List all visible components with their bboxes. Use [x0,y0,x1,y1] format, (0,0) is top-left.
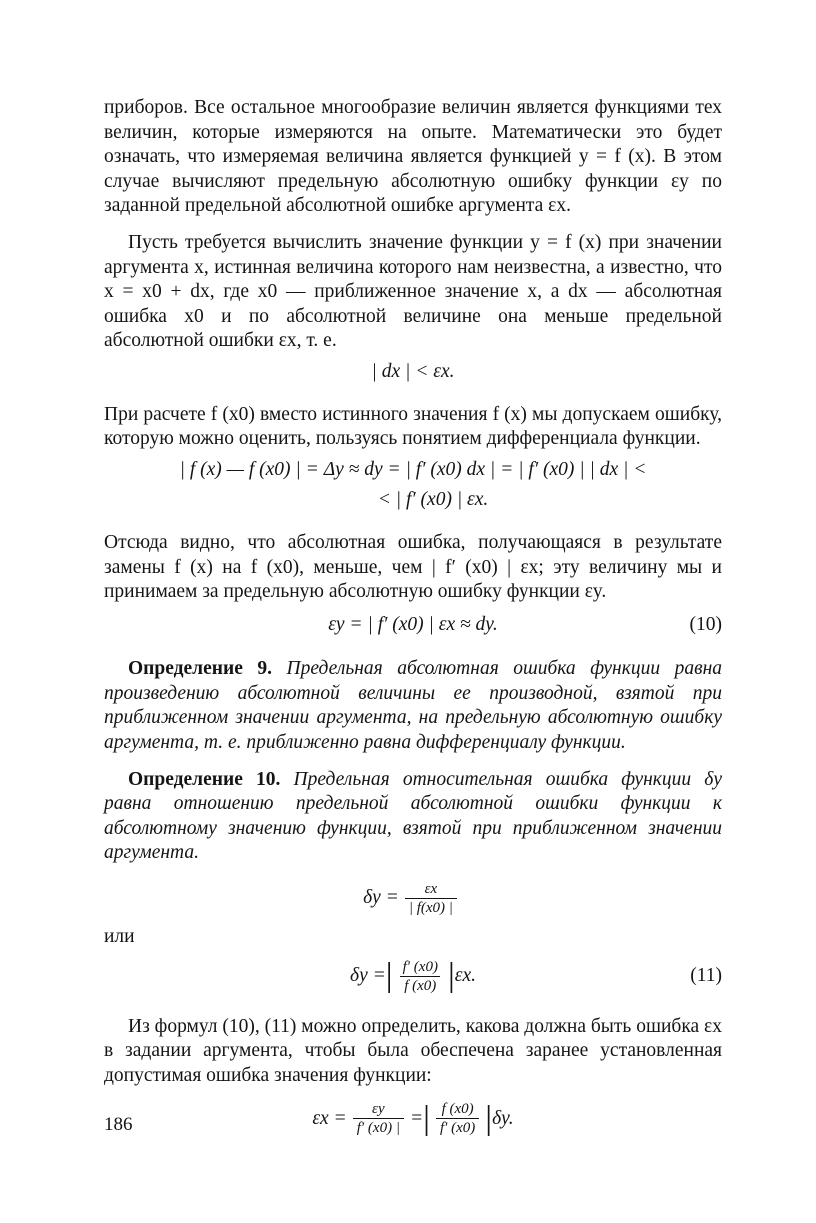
formula-relative-error-row [104,880,722,917]
abs-bar-left: | [385,957,393,995]
formula-dx-bound: | dx | < εx. [371,360,455,382]
definition-9 [104,657,722,755]
fraction-denominator: | f(x0) | [405,898,457,917]
equation-number-10: (10) [689,613,722,635]
fraction-numerator: εx [424,881,438,898]
formula-differential-line-1: | f (x) — f (x0) | = Δy ≈ dy = | f′ (x0) dx | = | f′ (x0) | | dx | < [179,458,647,480]
fraction-denominator: f′ (x0) | [353,1118,404,1137]
formula-10: εy = | f′ (x0) | εx ≈ dy. [328,613,498,635]
formula-arg-lhs: εx = [312,1107,347,1129]
formula-10-row [104,613,722,638]
formula-arg-fraction-2 [436,1100,479,1137]
definition-9-title: Определение 9. [128,658,273,680]
definition-9-body: Предельная абсолютная ошибка функции равна произведению абсолютной величины ее производной, взятой при приближенном значении аргумента, на предельную абсолютную ошибку аргумента, т. е. приближенно равна дифференциалу функции. [104,658,722,754]
equation-number-11: (11) [690,964,722,986]
formula-relative-lhs: δy = [363,887,399,909]
formula-arg-rhs: δy. [492,1107,514,1129]
fraction-denominator: f′ (x0) [436,1118,479,1137]
paragraph-1: приборов. Все остальное многообразие величин является функциями тех величин, которые измеряются на опыте. Математически это будет означать, что измеряемая величина является функцией y = f (x). В этом случае вычисляют предельную абсолютную ошибку функции εy по заданной предельной абсолютной ошибке аргумента εx. [104,97,722,217]
fraction-numerator: f (x0) [441,1101,474,1118]
fraction-numerator: f′ (x0) [402,958,438,975]
fraction-denominator: f (x0) [400,976,440,995]
definition-10 [104,768,722,866]
definition-10-body: Предельная относительная ошибка функции δy равна отношению предельной абсолютной ошибки функции к абсолютному значению функции, взятой при приближенном значении аргумента. [104,768,723,864]
paragraph-4: Отсюда видно, что абсолютная ошибка, получающаяся в результате замены f (x) на f (x0), меньше, чем | f′ (x0) | εx; эту величину мы и принимаем за предельную абсолютную ошибку функции εy. [104,531,722,603]
formula-argument-error-row [104,1100,722,1137]
abs-bar-left: | [423,1099,430,1137]
formula-11-fraction [399,958,442,995]
paragraph-5: Из формул (10), (11) можно определить, какова должна быть ошибка εx в задании аргумента, чтобы была обеспечена заранее установленная допустимая ошибка значения функции: [104,1015,722,1086]
formula-differential-line-2: < | f′ (x0) | εx. [377,489,489,511]
definition-10-title: Определение 10. [128,768,281,790]
formula-11-lhs: δy = [350,964,386,986]
formula-relative-fraction [405,880,457,917]
paragraph-3: При расчете f (x0) вместо истинного значения f (x) мы допускаем ошибку, которую можно оценить, пользуясь понятием дифференциала функции. [104,403,722,450]
page-content [104,96,722,1145]
abs-bar-right: | [485,1099,493,1137]
formula-arg-fraction-1 [353,1100,404,1137]
fraction-numerator: εy [372,1101,385,1118]
formula-11-row [104,958,722,995]
formula-arg-equals: = [409,1107,424,1129]
page-number: 186 [104,1114,133,1135]
abs-bar-right: | [447,957,455,995]
or-label: или [104,926,135,948]
formula-11-rhs: εx. [454,964,476,986]
paragraph-2: Пусть требуется вычислить значение функции y = f (x) при значении аргумента x, истинная величина которого нам неизвестна, а известно, что x = x0 + dx, где x0 — приближенное значение x, а dx — абсолютная ошибка x0 и по абсолютной величине она меньше предельной абсолютной ошибки εx, т. е. [104,231,722,352]
